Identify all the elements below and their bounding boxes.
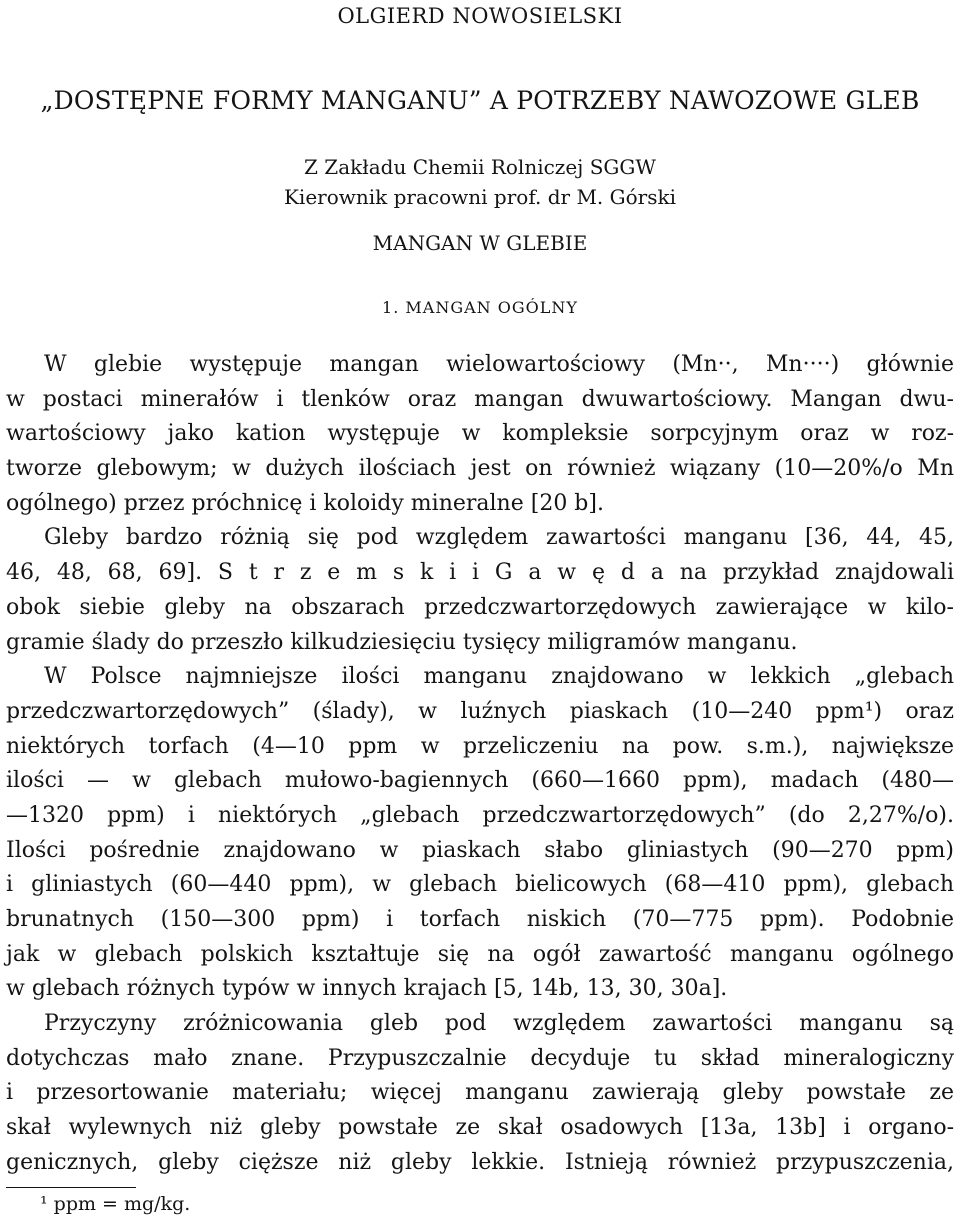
text-line: dotychczas mało znane. Przypuszczalnie decyduje tu skład mineralogiczny: [6, 1045, 954, 1071]
body-text: [6, 348, 954, 1181]
text-line: i przesortowanie materiału; więcej manganu zawierają gleby powstałe ze: [6, 1080, 954, 1106]
text-line: ogólnego) przez próchnicę i koloidy mineralne [20 b].: [6, 490, 604, 516]
text-line: przedczwartorzędowych” (ślady), w luźnych piaskach (10—240 ppm¹) oraz: [6, 698, 954, 724]
affiliation: [0, 152, 960, 212]
text-line: 46, 48, 68, 69]. S t r z e m s k i i G a w ę d a na przykład znajdowali: [6, 560, 954, 586]
text-line: w postaci minerałów i tlenków oraz mangan dwuwartościowy. Mangan dwu-: [6, 386, 954, 412]
text-line: i gliniastych (60—440 ppm), w glebach bielicowych (68—410 ppm), glebach: [6, 872, 954, 898]
text-line: obok siebie gleby na obszarach przedczwartorzędowych zawierające w kilo-: [6, 594, 954, 620]
text-line: W Polsce najmniejsze ilości manganu znajdowano w lekkich „glebach: [44, 664, 954, 690]
affiliation-line: Kierownik pracowni prof. dr M. Górski: [283, 185, 676, 209]
subsection-heading: 1. MANGAN OGÓLNY: [382, 298, 578, 317]
text-line: brunatnych (150—300 ppm) i torfach niskich (70—775 ppm). Podobnie: [6, 907, 954, 932]
author-name: OLGIERD NOWOSIELSKI: [337, 4, 623, 28]
text-line: w glebach różnych typów w innych krajach [5, 14b, 13, 30, 30a].: [6, 976, 728, 1002]
text-line: —1320 ppm) i niektórych „glebach przedczwartorzędowych” (do 2,27%/o).: [6, 802, 954, 828]
text-line: wartościowy jako kation występuje w kompleksie sorpcyjnym oraz w roz-: [6, 421, 954, 447]
text-line: niektórych torfach (4—10 ppm w przeliczeniu na pow. s.m.), największe: [6, 733, 954, 759]
text-line: genicznych, gleby cięższe niż gleby lekkie. Istnieją również przypuszczenia,: [6, 1149, 954, 1175]
text-line: Gleby bardzo różnią się pod względem zawartości manganu [36, 44, 45,: [44, 525, 954, 551]
text-line: tworze glebowym; w dużych ilościach jest on również wiązany (10—20%/o Mn: [6, 456, 954, 482]
section-heading: MANGAN W GLEBIE: [372, 231, 588, 255]
footnote-separator: [6, 1187, 136, 1188]
text-line: Przyczyny zróżnicowania gleb pod względem zawartości manganu są: [44, 1011, 954, 1037]
text-line: jak w glebach polskich kształtuje się na ogół zawartość manganu ogólnego: [6, 941, 954, 967]
text-line: ilości — w glebach mułowo-bagiennych (660—1660 ppm), madach (480—: [6, 768, 954, 794]
affiliation-line: Z Zakładu Chemii Rolniczej SGGW: [304, 155, 656, 179]
text-line: W glebie występuje mangan wielowartościowy (Mn··, Mn····) głównie: [44, 352, 954, 377]
text-line: gramie ślady do przeszło kilkudziesięciu tysięcy miligramów manganu.: [6, 629, 798, 655]
text-line: skał wylewnych niż gleby powstałe ze skał osadowych [13a, 13b] i organo-: [6, 1115, 954, 1141]
article-title: „DOSTĘPNE FORMY MANGANU” A POTRZEBY NAWOZOWE GLEB: [40, 86, 920, 115]
footnote: ¹ ppm = mg/kg.: [40, 1193, 191, 1215]
text-line: Ilości pośrednie znajdowano w piaskach słabo gliniastych (90—270 ppm): [6, 837, 954, 863]
